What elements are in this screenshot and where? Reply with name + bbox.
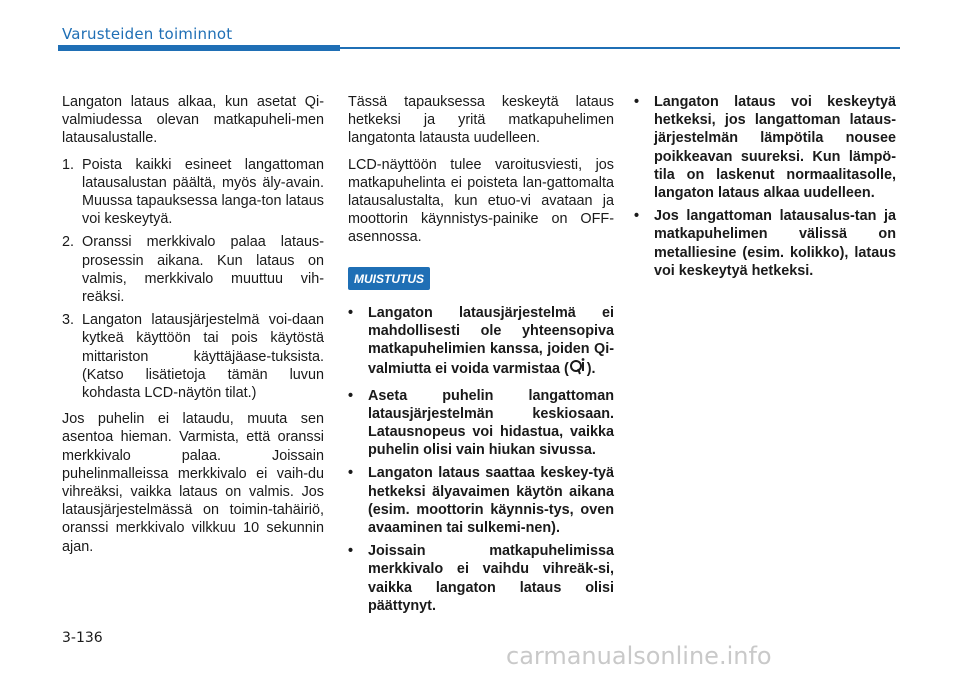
section-title: Varusteiden toiminnot bbox=[62, 25, 233, 43]
notice-item bbox=[348, 387, 614, 460]
notice-text: Aseta puhelin langattoman latausjärjestelmän keskiosaan. Latausnopeus voi hidastua, vaikka puhelin olisi vain hiukan sivussa. bbox=[368, 387, 614, 459]
header-rule-thin bbox=[340, 47, 900, 49]
notice-item bbox=[348, 542, 614, 615]
column-1 bbox=[62, 93, 324, 564]
notice-list bbox=[348, 304, 614, 615]
notice-item bbox=[634, 207, 896, 280]
notice-text: Langaton lataus saattaa keskey-tyä hetkeksi älyavaimen käytön aikana (esim. moottorin käynnis-tys, oven avaaminen tai sulkemi-nen). bbox=[368, 465, 614, 537]
paragraph-retry: Tässä tapauksessa keskeytä lataus hetkeksi ja yritä matkapuhelimen langatonta latausta uudelleen. bbox=[348, 94, 614, 147]
step-number: 2. bbox=[62, 234, 75, 251]
paragraph-warning-message: LCD-näyttöön tulee varoitusviesti, jos matkapuhelinta ei poisteta lan-gattomalta latausalustalta, kun etuo-vi avataan ja moottorin käynnistys-painike on OFF-asennossa. bbox=[348, 156, 614, 246]
step-text: Poista kaikki esineet langattoman latausalustan päältä, myös äly-avain. Muussa tapauksessa langa-ton lataus voi keskeytyä. bbox=[82, 156, 324, 228]
notice-item bbox=[348, 304, 614, 382]
notice-list-continued bbox=[634, 93, 896, 280]
steps-list bbox=[62, 156, 324, 403]
bullet: • bbox=[348, 387, 354, 404]
step-item bbox=[62, 156, 324, 229]
bullet: • bbox=[634, 208, 640, 225]
bullet: • bbox=[348, 304, 354, 321]
step-text: Langaton latausjärjestelmä voi-daan kytkeä käyttöön tai pois käytöstä mittariston käyttäjäase-tuksista. (Katso lisätietoja tämän luvun kohdasta LCD-näytön tilat.) bbox=[82, 312, 324, 402]
page-number: 3-136 bbox=[62, 630, 103, 646]
watermark: carmanualsonline.info bbox=[506, 642, 772, 670]
notice-item bbox=[348, 464, 614, 537]
notice-text: Jos langattoman latausalus-tan ja matkapuhelimen välissä on metalliesine (esim. kolikko), lataus voi keskeytyä hetkeksi. bbox=[654, 208, 896, 279]
outro-paragraph: Jos puhelin ei lataudu, muuta sen asentoa hieman. Varmista, että oranssi merkkivalo palaa. Joissain puhelinmalleissa merkkivalo ei vaih-du vihreäksi, vaikka lataus on valmis. Jos latausjärjestelmässä on toimin-tahäiriö, oranssi merkkivalo vilkkuu 10 sekunnin ajan. bbox=[62, 411, 324, 555]
bullet: • bbox=[634, 94, 640, 110]
notice-text: Joissain matkapuhelimissa merkkivalo ei vaihdu vihreäk-si, vaikka langaton lataus olisi päättynyt. bbox=[368, 543, 614, 614]
step-item bbox=[62, 233, 324, 306]
notice-text: Langaton lataus voi keskeytyä hetkeksi, jos langattoman lataus-järjestelmän lämpötila nousee poikkeavan suureksi. Kun lämpö-tila on laskenut normaalitasolle, langaton lataus alkaa uudelleen. bbox=[654, 94, 896, 202]
qi-wireless-charging-icon bbox=[569, 358, 587, 381]
notice-text: Langaton latausjärjestelmä ei mahdollisesti ole yhteensopiva matkapuhelimien kanssa, joiden Qi-valmiutta ei voida varmistaa ( bbox=[368, 304, 614, 378]
notice-item bbox=[634, 93, 896, 202]
bullet: • bbox=[348, 465, 354, 482]
column-3 bbox=[634, 93, 896, 288]
header-rule-thick bbox=[58, 45, 340, 51]
intro-paragraph: Langaton lataus alkaa, kun asetat Qi-valmiudessa olevan matkapuheli-men latausalustalle. bbox=[62, 94, 324, 147]
notice-text-after: ). bbox=[586, 361, 596, 378]
step-number: 3. bbox=[62, 312, 75, 329]
bullet: • bbox=[348, 543, 354, 560]
notice-badge: MUISTUTUS bbox=[348, 267, 430, 290]
step-text: Oranssi merkkivalo palaa lataus-prosessin aikana. Kun lataus on valmis, merkkivalo muuttuu vih-reäksi. bbox=[82, 234, 324, 306]
step-number: 1. bbox=[62, 156, 75, 173]
column-2 bbox=[348, 93, 614, 623]
step-item bbox=[62, 311, 324, 402]
